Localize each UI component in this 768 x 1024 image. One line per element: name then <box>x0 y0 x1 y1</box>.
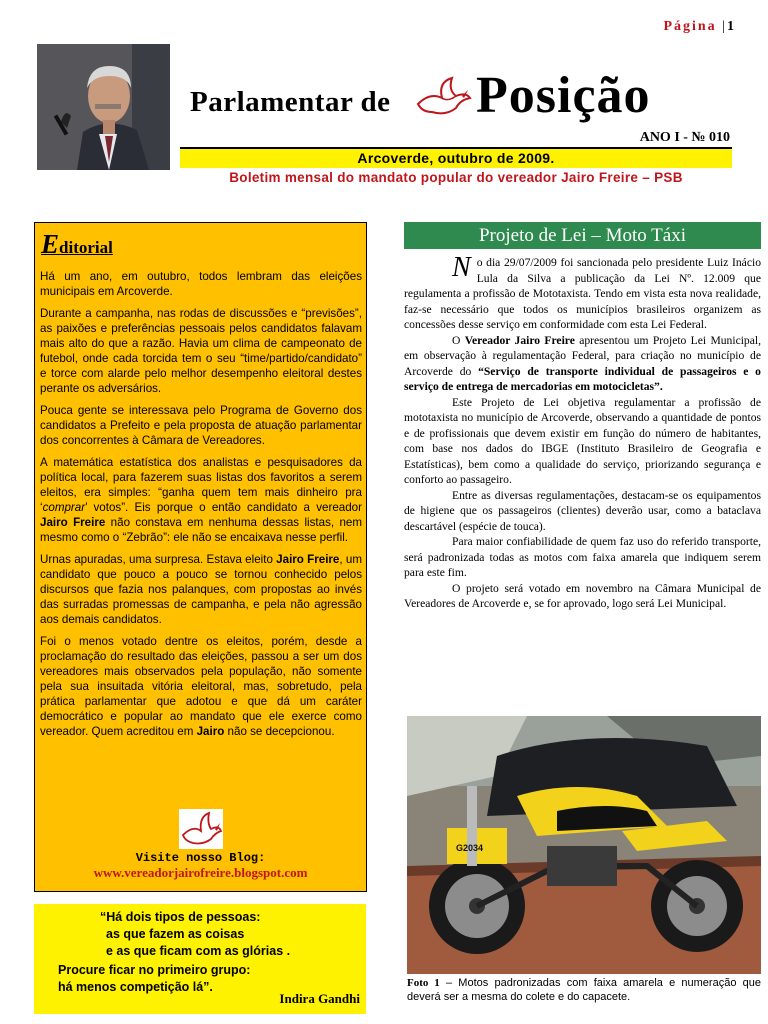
blog-link[interactable]: www.vereadorjairofreire.blogspot.com <box>93 865 308 880</box>
editorial-paragraph: Urnas apuradas, uma surpresa. Estava eleito Jairo Freire, um candidato que pouco a pouco se tornou conhecido pelos discursos que fazia nos palanques, com propostas ao invés das surradas promessas de campanha, e pela não agressão aos demais candidatos. <box>40 553 362 626</box>
quote-line: há menos competição lá”. <box>58 980 213 994</box>
date-bar: Arcoverde, outubro de 2009. <box>180 147 732 168</box>
quote-author: Indira Gandhi <box>279 991 360 1006</box>
page-number-value: 1 <box>727 19 734 34</box>
page-label: Página <box>663 19 717 34</box>
editorial-title: Editorial <box>41 229 113 259</box>
editorial-box <box>34 222 367 892</box>
drop-cap: N <box>452 252 471 283</box>
title-part-2: Posição <box>476 67 651 124</box>
subtitle: Boletim mensal do mandato popular do vereador Jairo Freire – PSB <box>229 170 683 185</box>
edition-number: ANO I - № 010 <box>639 130 730 145</box>
page-number <box>663 19 734 35</box>
article-paragraph: Este Projeto de Lei objetiva regulamentar a profissão de mototaxista no município de Arcoverde, observando a quantidade de pontos e de profissionais que devem existir em função do número de habitantes, com base nos dados do IBGE (Instituto Brasileiro de Geografia e Estatísticas), bem como a qualidade do serviço, priorizando segurança e conforto ao passageiro. <box>404 395 761 486</box>
editorial-paragraph: Durante a campanha, nas rodas de discussões e “previsões”, as paixões e preferências pessoais pelos candidatos falavam mais alto do que a razão. Havia um clima de campeonato de futebol, onde cada torcida tem o seu “time/partido/candidato” e torce com alarde pelo melhor desempenho eleitoral destes perante os adversários. <box>40 307 362 395</box>
article-paragraph: O Vereador Jairo Freire apresentou um Projeto Lei Municipal, em observação à regulamentação Federal, para criação no município de Arcoverde do “Serviço de transporte individual de passageiros e o serviço de entrega de mercadorias em motocicletas”. <box>404 333 761 393</box>
quote-line: Procure ficar no primeiro grupo: <box>58 963 251 977</box>
quote-box <box>34 904 366 1014</box>
photo-caption: Foto 1 – Motos padronizadas com faixa amarela e numeração que deverá ser a mesma do colete e do capacete. <box>407 977 761 1003</box>
article-paragraph: O projeto será votado em novembro na Câmara Municipal de Vereadores de Arcoverde e, se for aprovado, logo será Lei Municipal. <box>404 581 761 610</box>
editorial-paragraph: Foi o menos votado dentre os eleitos, porém, desde a proclamação do resultado das eleições, passou a ser um dos vereadores mais observados pela população, não somente pela sua insuitada vitória eleitoral, mas, sobretudo, pela prática parlamentar que adotou e que dá um caráter democrático e popular ao mandato que ele exerce como vereador. Quem acreditou em Jairo não se decepcionou. <box>40 635 362 738</box>
title-part-1: Parlamentar de <box>190 86 391 118</box>
article-paragraph: Para maior confiabilidade de quem faz uso do referido transporte, será padronizada todas as motos com faixa amarela que indiquem serem para este fim. <box>404 535 761 579</box>
editorial-paragraph: A matemática estatística dos analistas e pesquisadores da política local, para fazerem suas listas dos favoritos a serem eleitos, era simples: “ganha quem tem mais dinheiro pra ‘comprar’ votos”. Eis porque o então candidato a vereador Jairo Freire não constava em nenhuma dessas listas, nem mesmo como o “Zebrão”: ele não se encaixava nesse perfil. <box>40 456 363 544</box>
moto-taxi-photo <box>407 716 761 974</box>
quote-line: “Há dois tipos de pessoas: <box>100 910 261 924</box>
author-portrait <box>37 44 170 170</box>
quote-line: as que fazem as coisas <box>106 927 245 941</box>
article-heading: Projeto de Lei – Moto Táxi <box>404 222 761 249</box>
page-separator: | <box>722 19 727 34</box>
article-paragraph: No dia 29/07/2009 foi sancionada pelo presidente Luiz Inácio Lula da Silva a publicação da Lei Nº. 12.009 que regulamenta a profissão de Mototaxista. Tendo em vista esta nova realidade, faz-se necessário que todos os municípios brasileiros organizem as concessões desse serviço em conformidade com esta Lei Federal. <box>404 252 761 331</box>
plate-text: G2034 <box>456 843 484 853</box>
quote-line: e as que ficam com as glórias . <box>106 944 291 958</box>
blog-label: Visite nosso Blog: <box>135 851 266 865</box>
editorial-paragraph: Pouca gente se interessava pelo Programa de Governo dos candidatos a Prefeito e pela proposta de atuação parlamentar dos concorrentes à Câmara de Vereadores. <box>40 404 362 447</box>
tank-text: MOTO TÁXI <box>567 810 617 820</box>
dove-logo-icon <box>412 74 472 120</box>
editorial-paragraph: Há um ano, em outubro, todos lembram das eleições municipais em Arcoverde. <box>40 270 362 298</box>
article-paragraph: Entre as diversas regulamentações, destacam-se os equipamentos de higiene que os passageiros (clientes) deverão usar, como a bataclava descartável (espécie de touca). <box>404 488 761 533</box>
dove-icon <box>179 809 223 849</box>
blog-promo <box>35 809 366 881</box>
article-body <box>404 252 761 612</box>
